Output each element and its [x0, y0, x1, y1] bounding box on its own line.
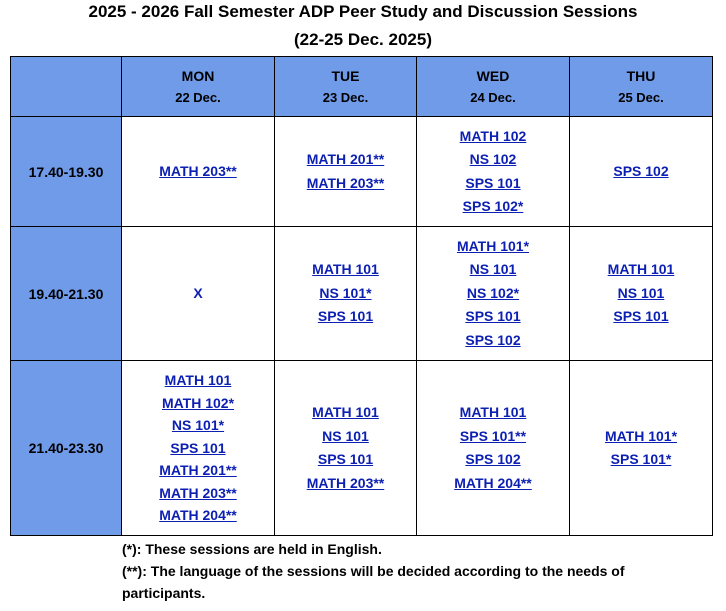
course-link[interactable]: SPS 101 — [465, 308, 521, 325]
no-session-mark: X — [193, 284, 203, 301]
course-link[interactable]: MATH 101 — [459, 404, 527, 420]
course-link[interactable]: MATH 101* — [604, 427, 678, 444]
course-link[interactable]: MATH 203** — [159, 162, 237, 179]
course-link[interactable]: SPS 102 — [465, 331, 521, 348]
course-link[interactable]: MATH 101* — [456, 237, 530, 254]
course-link[interactable]: MATH 101 — [312, 261, 379, 278]
course-link[interactable]: SPS 102* — [462, 198, 524, 214]
time-slot-label: 19.40-21.30 — [11, 227, 122, 361]
session-cell — [570, 117, 713, 227]
corner-cell — [11, 57, 122, 117]
session-cell — [417, 227, 570, 361]
header-thu — [570, 57, 713, 117]
course-link[interactable]: SPS 101* — [610, 451, 672, 467]
course-link[interactable]: MATH 102* — [161, 394, 235, 411]
course-link[interactable]: MATH 101 — [607, 261, 675, 278]
course-link[interactable]: MATH 204** — [159, 507, 237, 524]
course-link[interactable]: MATH 101 — [312, 404, 379, 420]
course-link[interactable]: NS 101 — [617, 284, 665, 301]
footnote-english: (*): These sessions are held in English. — [122, 541, 382, 557]
session-cell — [417, 117, 570, 227]
time-slot-label: 17.40-19.30 — [11, 117, 122, 227]
session-cell — [570, 227, 713, 361]
session-cell — [275, 117, 417, 227]
course-link[interactable]: MATH 203** — [306, 474, 385, 491]
header-wed — [417, 57, 570, 117]
session-cell — [275, 361, 417, 536]
course-link[interactable]: MATH 203** — [306, 174, 385, 191]
footnote-language: (**): The language of the sessions will be decided according to the needs of participants. — [122, 563, 625, 601]
course-link[interactable]: MATH 204** — [454, 474, 532, 491]
course-link[interactable]: NS 101* — [319, 284, 372, 301]
course-link[interactable]: SPS 101 — [465, 174, 521, 191]
header-mon — [122, 57, 275, 117]
footnotes — [122, 538, 700, 604]
table-row — [11, 227, 713, 361]
course-link[interactable]: NS 102 — [469, 151, 517, 167]
session-cell — [122, 117, 275, 227]
course-link[interactable]: SPS 101 — [613, 308, 669, 325]
table-row — [11, 361, 713, 536]
course-link[interactable]: MATH 203** — [159, 484, 237, 501]
time-slot-label: 21.40-23.30 — [11, 361, 122, 536]
table-row — [11, 117, 713, 227]
session-cell — [570, 361, 713, 536]
header-row — [11, 57, 713, 117]
day-label: TUE — [331, 67, 360, 84]
course-link[interactable]: SPS 102 — [613, 162, 669, 179]
course-link[interactable]: MATH 102 — [459, 127, 527, 144]
day-label: MON — [181, 67, 215, 84]
session-cell — [122, 361, 275, 536]
page-title: 2025 - 2026 Fall Semester ADP Peer Study and Discussion Sessions — [88, 2, 638, 21]
day-label: THU — [626, 67, 656, 84]
date-label: 25 Dec. — [618, 89, 664, 105]
course-link[interactable]: NS 101 — [322, 427, 369, 444]
day-label: WED — [476, 67, 510, 84]
date-label: 24 Dec. — [470, 89, 516, 105]
course-link[interactable]: NS 102* — [466, 284, 520, 301]
course-link[interactable]: SPS 101** — [459, 427, 527, 444]
course-link[interactable]: SPS 102 — [465, 451, 521, 467]
date-label: 23 Dec. — [322, 89, 369, 105]
page-subtitle-dates: (22-25 Dec. 2025) — [294, 30, 432, 49]
course-link[interactable]: SPS 101 — [317, 308, 374, 325]
session-cell — [417, 361, 570, 536]
header-tue — [275, 57, 417, 117]
course-link[interactable]: MATH 201** — [159, 462, 237, 479]
date-label: 22 Dec. — [175, 89, 221, 105]
course-link[interactable]: MATH 201** — [306, 151, 385, 167]
schedule-table — [10, 56, 713, 536]
course-link[interactable]: SPS 101 — [317, 451, 374, 467]
session-cell — [122, 227, 275, 361]
course-link[interactable]: SPS 101 — [170, 439, 226, 456]
session-cell — [275, 227, 417, 361]
course-link[interactable]: NS 101* — [171, 417, 225, 434]
course-link[interactable]: MATH 101 — [164, 372, 232, 389]
course-link[interactable]: NS 101 — [469, 261, 517, 278]
